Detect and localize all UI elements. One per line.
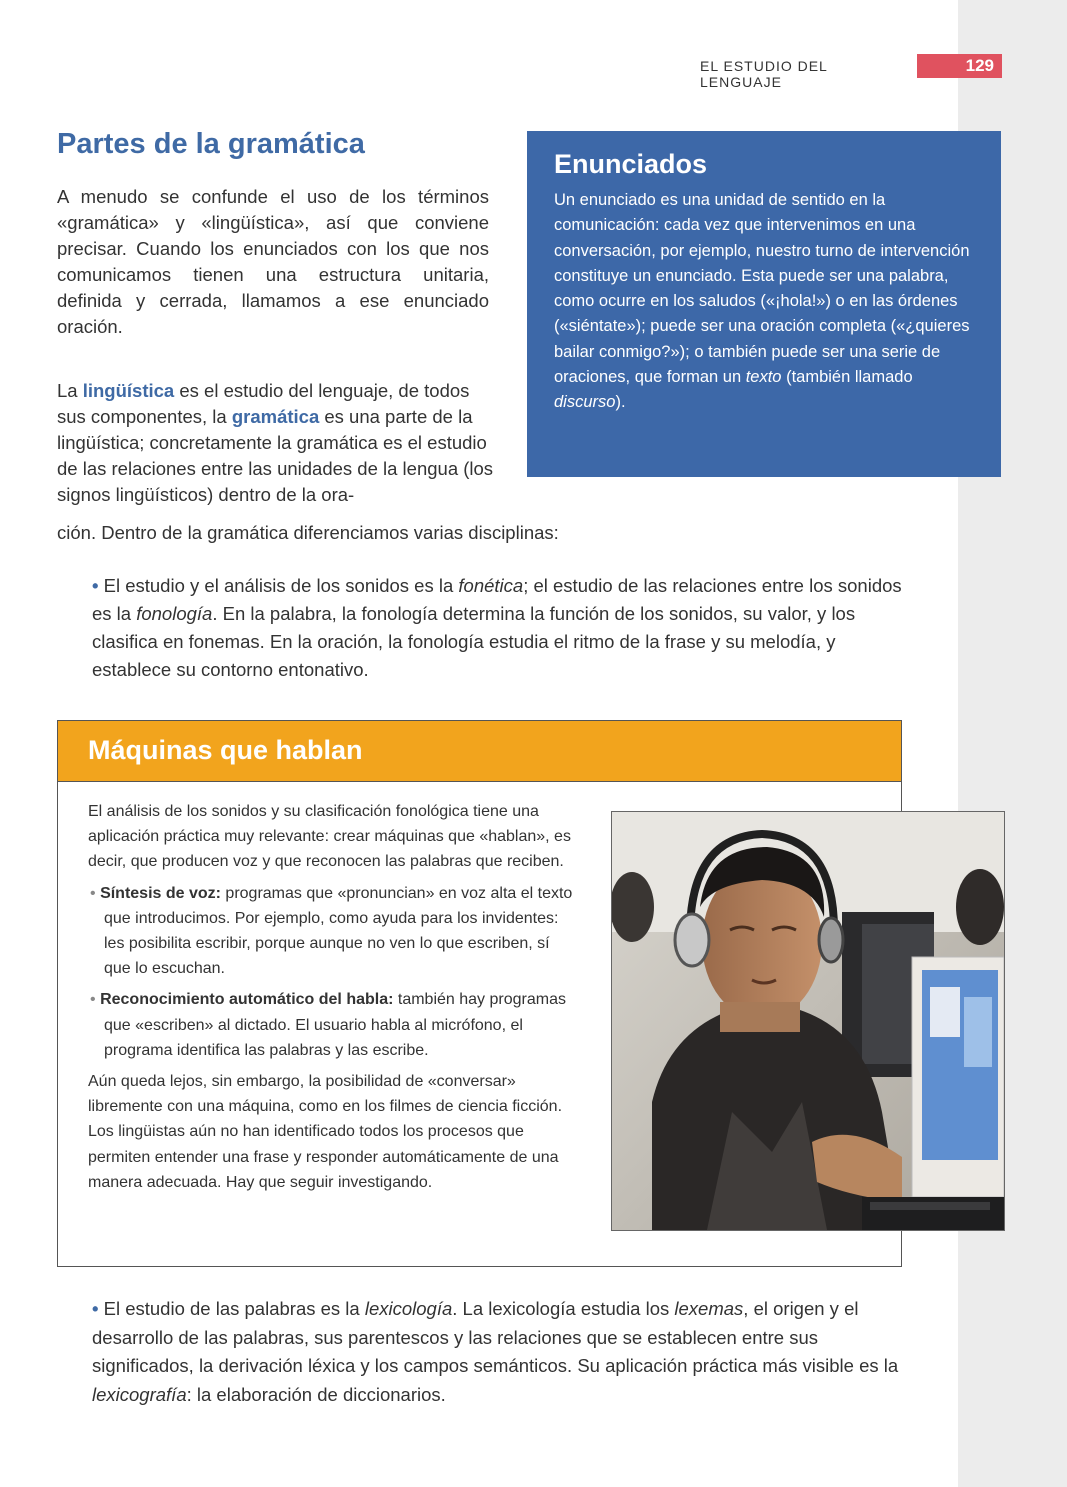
bullet-dot-icon: • — [92, 575, 99, 596]
intro-paragraph: A menudo se confunde el uso de los términos «gramática» y «lingüística», así que conviene precisar. Cuando los enunciados con los que nos comunicamos tienen una estructura unitaria, definida y cerrada, llamamos a ese enunciado oración. — [57, 186, 489, 337]
text-run: La — [57, 380, 83, 401]
photo-illustration — [612, 812, 1004, 1230]
grammar-paragraph — [57, 378, 497, 508]
item-label: Reconocimiento automático del habla: — [100, 991, 394, 1009]
page-number: 129 — [917, 54, 1002, 78]
enunciados-title: Enunciados — [554, 149, 708, 179]
machines-title: Máquinas que hablan — [88, 735, 363, 765]
text-run: ). — [615, 393, 626, 412]
section-title: Partes de la gramática — [57, 128, 365, 160]
photo-man-headphones — [611, 811, 1005, 1231]
list-item-reconocimiento — [88, 987, 578, 1063]
divider — [58, 781, 901, 782]
item-text: programas que «pronuncian» en voz alta el texto que introducimos. Por ejemplo, como ayuda para los invidentes: les posibilita escribir, porque aunque no ven lo que escriben, sí que lo escuchan. — [104, 884, 573, 978]
bullet-dot-icon: • — [90, 991, 96, 1009]
term-lexicologia: lexicología — [364, 1298, 453, 1319]
bullet-fonetica — [92, 572, 910, 684]
text-run: : la elaboración de diccionarios. — [186, 1383, 446, 1405]
term-gramatica: gramática — [231, 406, 320, 427]
machines-conclusion: Aún queda lejos, sin embargo, la posibilidad de «conversar» libremente con una máquina, como en los filmes de ciencia ficción. Los lingüistas aún no han identificado todos los procesos que permiten entender una frase y responder automáticamente de una manera adecuada. Hay que seguir investigando. — [88, 1073, 563, 1191]
machines-header — [58, 721, 901, 781]
text-run: El estudio de las palabras es la — [98, 1298, 365, 1319]
term-discurso: discurso — [554, 393, 616, 412]
machines-box — [57, 720, 902, 1267]
item-label: Síntesis de voz: — [100, 884, 221, 902]
text-run: . En la palabra, la fonología determina la función de los sonidos, su valor, y los clasifica en fonemas. En la oración, la fonología estudia el ritmo de la frase y su melodía, y establece su contorno entonativo. — [92, 603, 856, 680]
enunciados-box — [527, 131, 1001, 477]
term-lexicografia: lexicografía — [92, 1383, 187, 1405]
text-run: (también llamado — [781, 368, 913, 387]
text-run: Un enunciado es una unidad de sentido en la comunicación: cada vez que intervenimos en una conversación, por ejemplo, nuestro turno de intervención constituye un enunciado. Esta puede ser una palabra, como ocurre en los saludos («¡hola!») o en las órdenes («siéntate»); puede ser una oración completa («¿quieres bailar conmigo?»); o también puede ser una serie de oraciones, que forman un — [554, 191, 970, 387]
term-texto: texto — [745, 368, 782, 387]
text-run: es una parte de la lingüística; concretamente la gramática es el estudio de las relaciones entre las unidades de la lengua (los signos lingüísticos) dentro de la ora- — [57, 406, 494, 505]
term-fonetica: fonética — [458, 575, 524, 596]
text-run: ; el estudio de las relaciones entre los sonidos es la — [92, 575, 902, 624]
term-lexemas: lexemas — [674, 1298, 744, 1319]
list-item-sintesis — [88, 881, 578, 982]
item-text: también hay programas que «escriben» al dictado. El usuario habla al micrófono, el programa identifica las palabras y las escribe. — [104, 991, 566, 1059]
running-head: EL ESTUDIO DEL LENGUAJE — [700, 58, 828, 90]
text-run: , el origen y el desarrollo de las palabras, sus parentescos y las relaciones que se establecen entre sus significados, la derivación léxica y los campos semánticos. Su aplicación práctica más visible es la — [92, 1298, 899, 1376]
bullet-dot-icon: • — [90, 884, 96, 902]
term-linguistica: lingüística — [82, 380, 175, 401]
enunciados-text — [554, 188, 975, 416]
term-fonologia: fonología — [136, 603, 213, 624]
machines-text — [88, 799, 578, 1195]
text-run: El estudio y el análisis de los sonidos es la — [98, 575, 459, 596]
bullet-dot-icon: • — [92, 1298, 99, 1319]
text-run: es el estudio del lenguaje, de todos sus componentes, la — [57, 380, 470, 427]
grammar-paragraph-end: ción. Dentro de la gramática diferenciamos varias disciplinas: — [57, 522, 559, 543]
bullet-lexicologia — [92, 1295, 910, 1409]
machines-intro: El análisis de los sonidos y su clasificación fonológica tiene una aplicación práctica muy relevante: crear máquinas que «hablan», es decir, que producen voz y que reconocen las palabras que reciben. — [88, 803, 571, 871]
text-run: . La lexicología estudia los — [452, 1298, 675, 1319]
